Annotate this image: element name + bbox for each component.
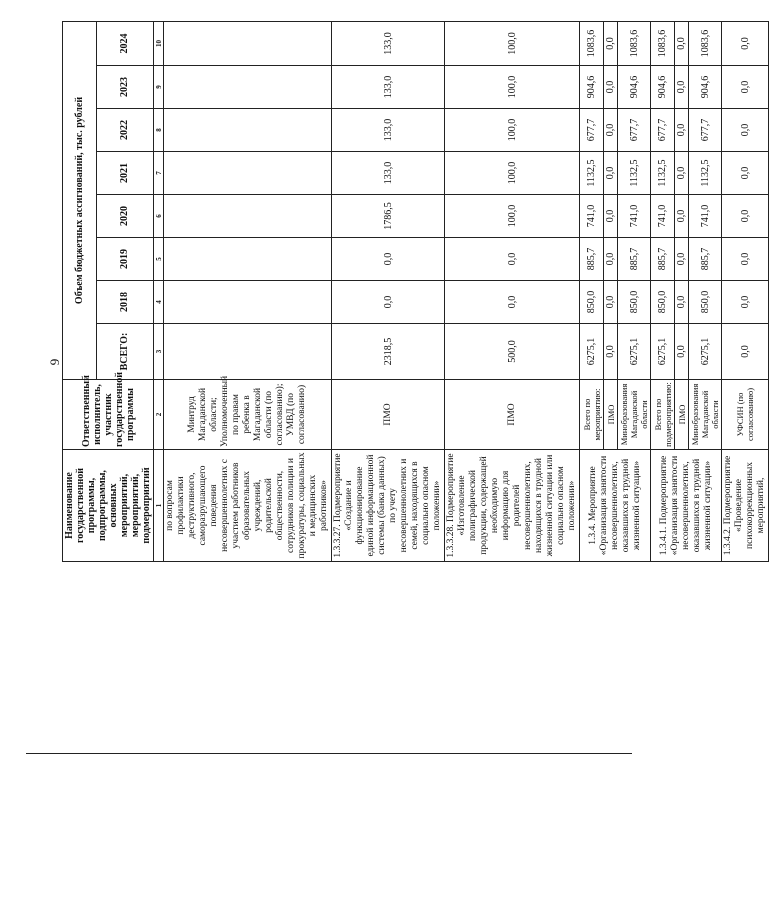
cell-value: 0,0 (604, 238, 618, 281)
cell-value: 100,0 (445, 195, 580, 238)
cell-value: 0,0 (675, 21, 689, 65)
row-name: по вопросам профилактики деструктивного, саморазрушающего поведения несовершеннолетних с участием работников образовательных учреждений, родительской общественности, сотрудников полиции и прокуратуры, социальных и медицинских работников» (164, 450, 332, 562)
column-index: 5 (154, 238, 164, 281)
column-index: 3 (154, 324, 164, 380)
budget-table (62, 21, 769, 562)
column-index: 10 (154, 21, 164, 65)
column-index: 1 (154, 450, 164, 562)
row-name: 1.3.4.1. Подмероприятие «Организация занятости несовершеннолетних, оказавшихся в трудной жизненной ситуации» (651, 450, 722, 562)
header-name: Наименование государственной программы, подпрограммы, основных мероприятий, мероприятий, подмероприятий (63, 450, 154, 562)
cell-value: 885,7 (580, 238, 604, 281)
cell-value: 0,0 (722, 324, 769, 380)
header-year: 2020 (96, 195, 153, 238)
cell-value: 741,0 (651, 195, 675, 238)
cell-value: 6275,1 (689, 324, 722, 380)
row-name: 1.3.3.27. Подмероприятие «Создание и функционирование единой информационной системы (банка данных) по учету несовершеннолетних и семей, находящихся в социально опасном положении» (332, 450, 445, 562)
column-index: 8 (154, 109, 164, 152)
cell-value: 2318,5 (332, 324, 445, 380)
row-executor: Минобразования Магаданской области (618, 380, 651, 450)
cell-value: 904,6 (689, 66, 722, 109)
cell-value: 741,0 (580, 195, 604, 238)
cell-value: 677,7 (618, 109, 651, 152)
cell-value: 885,7 (618, 238, 651, 281)
cell-value: 850,0 (651, 281, 675, 324)
table-row (445, 21, 580, 561)
table-row (722, 21, 769, 561)
cell-value: 0,0 (445, 238, 580, 281)
cell-value: 100,0 (445, 66, 580, 109)
cell-value: 0,0 (604, 281, 618, 324)
cell-value: 133,0 (332, 66, 445, 109)
cell-value: 0,0 (722, 281, 769, 324)
cell-value: 100,0 (445, 21, 580, 65)
cell-value: 0,0 (675, 324, 689, 380)
table-row (651, 21, 675, 561)
cell-value: 133,0 (332, 109, 445, 152)
column-index: 9 (154, 66, 164, 109)
cell-value: 904,6 (618, 66, 651, 109)
cell-value: 850,0 (618, 281, 651, 324)
cell-value: 133,0 (332, 152, 445, 195)
budget-table-sheet (62, 22, 766, 562)
cell-value: 677,7 (580, 109, 604, 152)
header-total: ВСЕГО: (96, 324, 153, 380)
cell-value: 0,0 (722, 195, 769, 238)
cell-value: 0,0 (604, 21, 618, 65)
header-year: 2018 (96, 281, 153, 324)
header-budget-group: Объем бюджетных ассигнований, тыс. рублей (63, 21, 97, 379)
cell-value: 6275,1 (618, 324, 651, 380)
cell-value: 741,0 (618, 195, 651, 238)
cell-value: 1786,5 (332, 195, 445, 238)
cell-value: 0,0 (722, 21, 769, 65)
cell-value: 6275,1 (651, 324, 675, 380)
row-executor: ПМО (332, 380, 445, 450)
cell-value: 0,0 (604, 195, 618, 238)
cell-value: 0,0 (675, 281, 689, 324)
cell-value: 1132,5 (651, 152, 675, 195)
cell-value: 0,0 (445, 281, 580, 324)
column-index: 2 (154, 380, 164, 450)
cell-value: 1083,6 (651, 21, 675, 65)
cell-value: 741,0 (689, 195, 722, 238)
cell-value: 885,7 (651, 238, 675, 281)
cell-value: 0,0 (604, 109, 618, 152)
header-executor: Ответственный исполнитель, участник государственной программы (63, 380, 154, 450)
cell-value: 0,0 (604, 66, 618, 109)
cell-value: 0,0 (332, 238, 445, 281)
table-row (332, 21, 445, 561)
cell-value: 677,7 (689, 109, 722, 152)
column-index: 7 (154, 152, 164, 195)
cell-value: 1132,5 (580, 152, 604, 195)
row-executor: ПМО (445, 380, 580, 450)
row-name: 1.3.3.28. Подмероприятие «Изготовление полиграфической продукции, содержащей необходимую информацию для родителей несовершеннолетних, находящихся в трудной жизненной ситуации или социально опасном положении» (445, 450, 580, 562)
page-number: 9 (47, 358, 62, 366)
cell-value: 1083,6 (618, 21, 651, 65)
row-executor: Всего по мероприятию: (580, 380, 604, 450)
row-executor: Всего по подмероприятию: (651, 380, 675, 450)
cell-value: 0,0 (675, 66, 689, 109)
column-index-row (154, 21, 164, 561)
cell-value: 677,7 (651, 109, 675, 152)
cell-value: 133,0 (332, 21, 445, 65)
cell-value: 500,0 (445, 324, 580, 380)
cell-value: 0,0 (722, 238, 769, 281)
header-year: 2023 (96, 66, 153, 109)
row-executor: Минтруд Магаданской области; Уполномоченный по правам ребенка в Магаданской области (по согласованию); УМВД (по согласованию) (164, 380, 332, 450)
cell-value: 0,0 (675, 238, 689, 281)
cell-value: 1083,6 (689, 21, 722, 65)
horizontal-rule (26, 753, 632, 754)
table-row (580, 21, 604, 561)
row-name: 1.3.4.2. Подмероприятие «Проведение психокоррекционных мероприятий, (722, 450, 769, 562)
cell-value: 1083,6 (580, 21, 604, 65)
cell-value: 0,0 (675, 109, 689, 152)
cell-value: 885,7 (689, 238, 722, 281)
cell-value: 1132,5 (689, 152, 722, 195)
cell-value: 0,0 (332, 281, 445, 324)
cell-value: 0,0 (675, 195, 689, 238)
cell-value: 0,0 (722, 66, 769, 109)
cell-value: 0,0 (722, 152, 769, 195)
header-year: 2024 (96, 21, 153, 65)
cell-value: 0,0 (675, 152, 689, 195)
cell-value: 100,0 (445, 152, 580, 195)
row-executor: Минобразования Магаданской области (689, 380, 722, 450)
cell-value: 0,0 (604, 152, 618, 195)
row-executor: УФСИН (по согласованию) (722, 380, 769, 450)
cell-value: 1132,5 (618, 152, 651, 195)
table-row (164, 21, 332, 561)
cell-value: 850,0 (689, 281, 722, 324)
row-executor: ПМО (604, 380, 618, 450)
column-index: 6 (154, 195, 164, 238)
row-executor: ПМО (675, 380, 689, 450)
header-year: 2019 (96, 238, 153, 281)
header-year: 2022 (96, 109, 153, 152)
cell-value: 850,0 (580, 281, 604, 324)
header-row-1 (63, 21, 97, 561)
cell-value: 904,6 (580, 66, 604, 109)
header-year: 2021 (96, 152, 153, 195)
cell-value: 904,6 (651, 66, 675, 109)
column-index: 4 (154, 281, 164, 324)
cell-value: 0,0 (722, 109, 769, 152)
cell-value: 100,0 (445, 109, 580, 152)
cell-value: 6275,1 (580, 324, 604, 380)
row-name: 1.3.4. Мероприятие «Организация занятости несовершеннолетних, оказавшихся в трудной жизненной ситуации» (580, 450, 651, 562)
cell-value: 0,0 (604, 324, 618, 380)
